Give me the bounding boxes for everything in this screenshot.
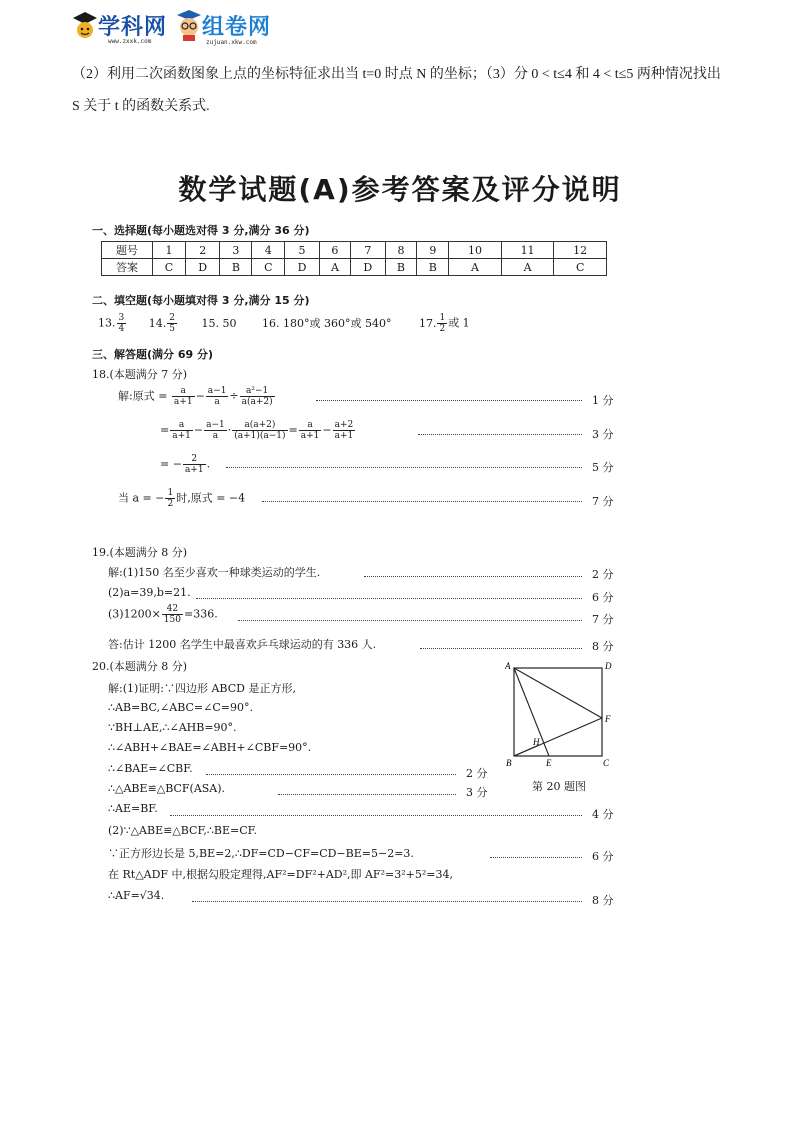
q19-line1: 解:(1)150 名至少喜欢一种球类运动的学生.: [108, 566, 321, 579]
fraction-numerator: 1: [167, 488, 174, 498]
leader-dots: [364, 576, 582, 577]
table-cell: B: [417, 259, 449, 276]
intro-line-1: （2）利用二次函数图象上点的坐标特征求出当 t=0 时点 N 的坐标；（3）分 0 < t≤4 和 4 < t≤5 两种情况找出: [72, 67, 721, 82]
table-cell: 10: [449, 242, 502, 259]
point-label-d: D: [605, 661, 612, 671]
q14-fraction: [167, 313, 177, 334]
q19-score-4: 8 分: [592, 640, 614, 653]
table-row-label: 题号: [102, 242, 153, 259]
fraction-numerator: a: [170, 420, 193, 431]
leader-dots: [238, 620, 582, 621]
leader-dots: [262, 501, 582, 502]
table-cell: B: [385, 259, 417, 276]
student-mascot-icon: [176, 9, 202, 41]
logo2-url: zujuan.xkw.com: [206, 39, 257, 46]
q19-line3: [108, 604, 218, 625]
table-cell: C: [252, 259, 285, 276]
q18-step2: [160, 420, 356, 441]
zujuan-logo: [176, 8, 272, 46]
q14-numerator: 2: [169, 313, 175, 323]
leader-dots: [490, 857, 582, 858]
table-cell: 11: [501, 242, 554, 259]
q20-line6: ∴△ABE≌△BCF(ASA).: [108, 782, 226, 795]
segment-ae: [514, 668, 549, 756]
table-cell: A: [449, 259, 502, 276]
q20-line4: ∴∠ABH+∠BAE=∠ABH+∠CBF=90°.: [108, 741, 312, 754]
q20-line9: ∵正方形边长是 5,BE=2,∴DF=CD−CF=CD−BE=5−2=3.: [108, 847, 414, 860]
table-cell: 9: [417, 242, 449, 259]
table-cell: 7: [351, 242, 385, 259]
q20-heading: 20.(本题满分 8 分): [92, 660, 188, 673]
q16-answer: 16. 180°或 360°或 540°: [261, 316, 392, 330]
leader-dots: [278, 794, 456, 795]
q18-step1: [118, 386, 276, 407]
table-cell: 4: [252, 242, 285, 259]
square-geometry-figure: [502, 658, 618, 780]
answer-table: [101, 241, 607, 276]
q17-tail: 或 1: [448, 316, 470, 330]
calc-result: =336.: [183, 607, 218, 621]
table-cell: 3: [220, 242, 252, 259]
q13-denominator: 4: [118, 324, 125, 334]
equals: = −: [160, 457, 182, 471]
point-label-h: H: [533, 737, 540, 747]
fraction-denominator: a+1: [300, 431, 320, 441]
section3-heading: 三、解答题(满分 69 分): [92, 348, 214, 361]
logo1-text: 学科网: [98, 14, 168, 40]
point-label-a: A: [505, 661, 511, 671]
fraction-numerator: a−1: [207, 386, 227, 396]
q20-line5: ∴∠BAE=∠CBF.: [108, 762, 193, 775]
section1-heading: 一、选择题(每小题选对得 3 分,满分 36 分): [92, 224, 310, 237]
leader-dots: [420, 648, 582, 649]
q20-line7: ∴AE=BF.: [108, 802, 158, 815]
operator: ÷: [229, 389, 239, 403]
q13-fraction: [117, 313, 127, 334]
operator: −: [195, 389, 205, 403]
period: .: [206, 457, 211, 471]
table-cell: A: [501, 259, 554, 276]
table-cell: C: [153, 259, 186, 276]
table-cell: D: [186, 259, 220, 276]
table-cell: 5: [285, 242, 319, 259]
fraction-numerator: a²−1: [240, 386, 275, 397]
fraction-denominator: 2: [167, 499, 174, 509]
fraction-denominator: a+1: [184, 465, 204, 475]
leader-dots: [226, 467, 582, 468]
fraction-denominator: a+1: [173, 397, 193, 407]
q13-numerator: 3: [118, 313, 125, 323]
figure-caption: 第 20 题图: [532, 780, 586, 793]
table-cell: D: [285, 259, 319, 276]
q17-numerator: 1: [439, 313, 446, 323]
point-label-c: C: [603, 758, 610, 768]
point-label-e: E: [546, 758, 552, 768]
q20-line1: 解:(1)证明:∵四边形 ABCD 是正方形,: [108, 682, 296, 695]
fraction-numerator: a: [172, 386, 195, 397]
q20-line2: ∴AB=BC,∠ABC=∠C=90°.: [108, 701, 253, 714]
condition-result: 时,原式 = −4: [176, 491, 246, 505]
table-cell: 6: [319, 242, 350, 259]
q19-score-3: 7 分: [592, 613, 614, 626]
table-cell: 12: [554, 242, 607, 259]
fraction-denominator: a: [212, 431, 219, 441]
q15-answer: 15. 50: [201, 316, 237, 330]
fraction-numerator: 2: [183, 454, 206, 465]
q20-line10: 在 Rt△ADF 中,根据勾股定理得,AF²=DF²+AD²,即 AF²=3²+5²=34,: [108, 868, 453, 881]
graduate-cap-icon: [72, 10, 98, 40]
q14-label: 14.: [148, 316, 167, 330]
fill-blank-answers: [98, 313, 470, 334]
table-cell: D: [351, 259, 385, 276]
q20-score-1: 2 分: [466, 767, 488, 780]
fraction-numerator: a−1: [206, 420, 225, 430]
q20-line11: ∴AF=√34.: [108, 889, 165, 902]
zxxk-logo: [72, 8, 168, 45]
q17-fraction: [437, 313, 447, 334]
segment-af: [514, 668, 602, 718]
q20-line3: ∵BH⊥AE,∴∠AHB=90°.: [108, 721, 237, 734]
fraction-numerator: a(a+2): [232, 420, 287, 431]
q18-score-1: 1 分: [592, 394, 614, 407]
operator: −: [193, 423, 204, 437]
table-cell: C: [554, 259, 607, 276]
table-row-answers: [102, 259, 607, 276]
fraction-numerator: a+2: [334, 420, 354, 430]
q20-line8: (2)∵△ABE≌△BCF,∴BE=CF.: [108, 824, 258, 837]
equals: =: [160, 423, 170, 437]
table-cell: 1: [153, 242, 186, 259]
leader-dots: [418, 434, 582, 435]
operator: ·: [227, 423, 232, 437]
table-cell: 2: [186, 242, 220, 259]
leader-dots: [316, 400, 582, 401]
table-cell: 8: [385, 242, 417, 259]
point-label-b: B: [506, 758, 512, 768]
q20-score-3: 4 分: [592, 808, 614, 821]
leader-dots: [196, 598, 582, 599]
q18-score-4: 7 分: [592, 495, 614, 508]
page-title: 数学试题(A)参考答案及评分说明: [178, 173, 622, 206]
fraction-denominator: a+1: [172, 431, 191, 441]
point-label-f: F: [605, 714, 611, 724]
leader-dots: [170, 815, 582, 816]
q19-heading: 19.(本题满分 8 分): [92, 546, 188, 559]
q17-label: 17.: [418, 316, 437, 330]
section2-heading: 二、填空题(每小题填对得 3 分,满分 15 分): [92, 294, 310, 307]
q18-step4: [118, 488, 245, 509]
q18-step1-prefix: 解:原式 =: [118, 389, 168, 403]
leader-dots: [206, 774, 456, 775]
q19-score-1: 2 分: [592, 568, 614, 581]
fraction-denominator: a+1: [334, 431, 354, 441]
operator: −: [322, 423, 332, 437]
q20-score-5: 8 分: [592, 894, 614, 907]
intro-line-2: S 关于 t 的函数关系式.: [72, 99, 210, 114]
table-row-label: 答案: [102, 259, 153, 276]
q17-denominator: 2: [439, 324, 446, 334]
calc-prefix: (3)1200×: [108, 607, 161, 621]
fraction-denominator: a(a+2): [241, 397, 273, 407]
table-cell: B: [220, 259, 252, 276]
q19-line4: 答:估计 1200 名学生中最喜欢乒乓球运动的有 336 人.: [108, 638, 377, 651]
logo2-text: 组卷网: [202, 14, 272, 40]
q18-heading: 18.(本题满分 7 分): [92, 368, 188, 381]
square-abcd: [514, 668, 602, 756]
q20-score-4: 6 分: [592, 850, 614, 863]
q18-score-3: 5 分: [592, 461, 614, 474]
q19-score-2: 6 分: [592, 591, 614, 604]
fraction-numerator: 42: [162, 604, 183, 615]
logo1-url: www.zxxk.com: [108, 38, 152, 45]
fraction-denominator: 150: [163, 615, 181, 625]
q14-denominator: 5: [169, 324, 175, 334]
q19-line2: (2)a=39,b=21.: [108, 586, 191, 599]
table-row-numbers: [102, 242, 607, 259]
q18-step3: [160, 454, 210, 475]
fraction-numerator: a: [299, 420, 322, 431]
leader-dots: [192, 901, 582, 902]
fraction-denominator: a: [214, 397, 220, 407]
table-cell: A: [319, 259, 350, 276]
q13-label: 13.: [98, 316, 116, 330]
fraction-denominator: (a+1)(a−1): [234, 431, 286, 441]
condition-prefix: 当 a = −: [118, 491, 165, 505]
equals: =: [288, 423, 298, 437]
q20-score-2: 3 分: [466, 786, 488, 799]
q18-score-2: 3 分: [592, 428, 614, 441]
